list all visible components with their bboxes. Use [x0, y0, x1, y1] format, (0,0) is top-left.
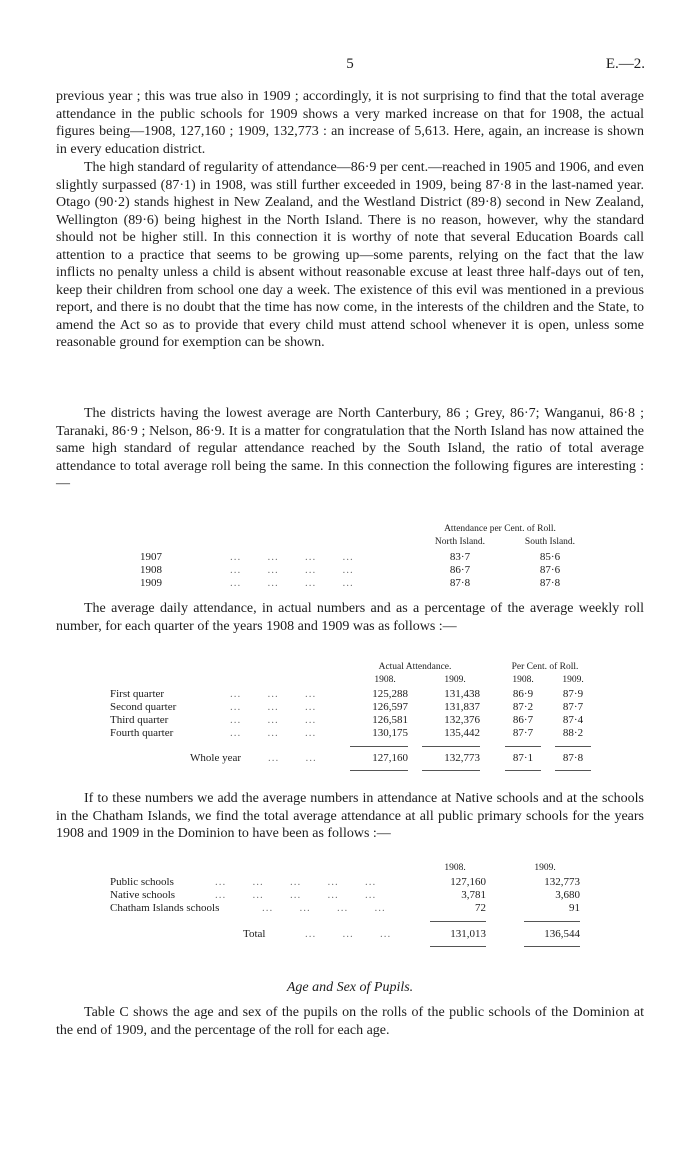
closing-rule [430, 946, 486, 947]
total-percent-1909: 87·8 [562, 752, 584, 764]
cell-1909: 91 [569, 902, 580, 914]
cell-actual-1909: 132,376 [444, 714, 480, 726]
sum-rule [350, 746, 408, 747]
column-header-year: 1908. [374, 675, 396, 685]
paragraph-text: Table C shows the age and sex of the pupils on the rolls of the public schools of the Dominion at the end of 1909, and the percentage of the roll for each age. [56, 1005, 644, 1038]
row-year: 1907 [140, 551, 162, 563]
cell-1908: 127,160 [450, 876, 486, 888]
section-heading: Age and Sex of Pupils. [286, 980, 414, 995]
total-actual-1908: 127,160 [372, 752, 408, 764]
cell-percent-1909: 88·2 [562, 727, 584, 739]
paragraph-text: The high standard of regularity of attendance—86·9 per cent.—reached in 1905 and 1906, and even slightly surpassed (87·1) in 1908, was still further exceeded in 1909, being 87·8 in the last-named year. Otago (90·2) stands highest in New Zealand, and the Westland District (89·8) second in New Zealand, Wellington (89·6) being highest in the North Island. There is no reason, however, why the standard should not be higher still. In this connection it is worthy of note that several Education Boards call attention to a practice that seems to be growing up—some parents, relying on the fact that the law inflicts no penalty unless a child is absent without reasonable excuse at least three half-days out of ten, keep their children from school one day a week. The existence of this evil was mentioned in a previous report, and there is no doubt that the time has now come, in the interests of the children and the State, to amend the Act so as to provide that every child must attend school whenever it is open, unless some reasonable ground for exemption can be shown. [56, 160, 644, 351]
row-label: Public schools [110, 876, 174, 888]
cell-1908: 3,781 [461, 889, 486, 901]
row-label: Second quarter [110, 701, 177, 713]
column-header-year: 1909. [534, 863, 556, 873]
table-group-header-percent: Per Cent. of Roll. [511, 662, 579, 672]
table-group-header: Attendance per Cent. of Roll. [444, 524, 556, 534]
column-header-north: North Island. [434, 537, 486, 547]
cell-percent-1908: 86·9 [512, 688, 534, 700]
closing-rule [555, 770, 591, 771]
cell-actual-1908: 126,597 [372, 701, 408, 713]
closing-rule [422, 770, 480, 771]
closing-rule [524, 946, 580, 947]
cell-south: 87·6 [539, 564, 561, 576]
closing-rule [350, 770, 408, 771]
paragraph-text: The average daily attendance, in actual numbers and as a percentage of the average weekly roll number, for each quarter of the years 1908 and 1909 was as follows :— [56, 601, 644, 634]
row-label: First quarter [110, 688, 165, 700]
cell-actual-1908: 130,175 [372, 727, 408, 739]
total-row-label: Whole year [190, 752, 241, 764]
column-header-south: South Island. [524, 537, 576, 547]
cell-percent-1909: 87·7 [562, 701, 584, 713]
paragraph-regularity [56, 159, 644, 352]
paragraph-text: previous year ; this was true also in 1909 ; accordingly, it is not surprising to find that the total average attendance in the public schools for 1909 shows a very marked increase on that for 1908, the actual figures being—1908, 127,160 ; 1909, 132,773 : an increase of 5,613. Here, again, an increase is shown in every education district. [56, 89, 644, 157]
cell-1908: 72 [475, 902, 486, 914]
table-group-header-actual: Actual Attendance. [378, 662, 452, 672]
sum-rule [555, 746, 591, 747]
cell-actual-1909: 131,438 [444, 688, 480, 700]
row-label: Third quarter [110, 714, 169, 726]
cell-south: 87·8 [539, 577, 561, 589]
paragraph-quarterly [56, 600, 644, 635]
cell-percent-1908: 87·2 [512, 701, 534, 713]
paragraph-continuation [56, 88, 644, 158]
paragraph-table-c [56, 1004, 644, 1039]
sum-rule [430, 921, 486, 922]
total-1908: 131,013 [450, 928, 486, 940]
row-label: Fourth quarter [110, 727, 174, 739]
cell-1909: 132,773 [544, 876, 580, 888]
total-row-label: Total [243, 928, 266, 940]
cell-actual-1909: 131,837 [444, 701, 480, 713]
document-page: 5 E.—2. previous year ; this was true also in 1909 ; accordingly, it is not surprising to find that the total average attendance in the public schools for 1909 shows a very marked increase on that for 1908, the actual figures being—1908, 127,160 ; 1909, 132,773 : an increase of 5,613. Here, again, an increase is shown in every education district. The high standard of regularity of attendance—86·9 per cent.—reached in 1905 and 1906, and even slightly surpassed (87·1) in 1908, was still further exceeded in 1909, being 87·8 in the last-named year. Otago (90·2) stands highest in New Zealand, and the Westland District (89·8) second in New Zealand, Wellington (89·6) being highest in the North Island. There is no reason, however, why the standard should not be higher still. In this connection it is worthy of note that several Education Boards call attention to a practice that seems to be growing up—some parents, relying on the fact that the law inflicts no penalty unless a child is absent without reasonable excuse at least three half-days out of ten, keep their children from school one day a week. The existence of this evil was mentioned in a previous report, and there is no doubt that the time has now come, in the interests of the children and the State, to amend the Act so as to provide that every child must attend school whenever it is open, unless some reasonable ground for exemption can be shown. The districts having the lowest average are North Canterbury, 86 ; Grey, 86·7; Wanganui, 86·8 ; Taranaki, 86·9 ; Nelson, 86·9. It is a matter for congratulation that the North Island has now attained the same high standard of regular attendance reached by the South Island, the ratio of total average attendance to total average roll being the same. In this connection the following figures are interesting :— Attendance per Cent. of Roll. North Island. South Island. 1907 ... ... ... ... 83·7 85·6 1908 ... ... ... ... 86·7 87·6 1909 ... ... ... ... 87·8 87·8 The average daily attendance, in actual numbers and as a percentage of the average weekly roll number, for each quarter of the years 1908 and 1909 was as follows :— Actual Attendance. Per Cent. of Roll. 1908. 1909. 1908. 1909. First quarter ... ... ... 125,288 131,438 86·9 87·9 Second quarter ... ... ... 126,597 131,837 87·2 87·7 Third quarter ... ... ... 126,581 132,376 86·7 87·4 Fourth quarter ... ... ... 130,175 135,442 87·7 88·2 Whole year ... ... 127,160 132,773 87·1 87·8 If to these numbers we add the average numbers in attendance at Native schools and at the schools in the Chatham Islands, we find the total average attendance at all public primary schools for the years 1908 and 1909 in the Dominion to have been as follows :— 1908. 1909. Public schools ... ... ... ... ... 127,160 132,773 Native schools ... ... ... ... ... 3,781 3,680 Chatham Islands schools ... ... ... ... 72 91 Total ... ... ... 131,013 136,544 Age and Sex of Pupils. Table C shows the age and sex of the pupils on the rolls of the public schools of the Dominion at the end of 1909, and the percentage of the roll for each age. [0, 0, 700, 1157]
cell-percent-1909: 87·4 [562, 714, 584, 726]
paragraph-lowest-average [56, 405, 644, 493]
paragraph-text: The districts having the lowest average are North Canterbury, 86 ; Grey, 86·7; Wanganui, 86·8 ; Taranaki, 86·9 ; Nelson, 86·9. It is a matter for congratulation that the North Island has now attained the same high standard of regular attendance reached by the South Island, the ratio of total average attendance to total average roll being the same. In this connection the following figures are interesting :— [56, 406, 644, 492]
cell-north: 87·8 [449, 577, 471, 589]
column-header-year: 1909. [444, 675, 466, 685]
sum-rule [422, 746, 480, 747]
paragraph-text: If to these numbers we add the average numbers in attendance at Native schools and at the schools in the Chatham Islands, we find the total average attendance at all public primary schools for the years 1908 and 1909 in the Dominion to have been as follows :— [56, 791, 644, 842]
column-header-year: 1908. [512, 675, 534, 685]
document-reference: E.—2. [605, 56, 645, 72]
cell-south: 85·6 [539, 551, 561, 563]
row-year: 1908 [140, 564, 162, 576]
row-label: Chatham Islands schools [110, 902, 220, 914]
column-header-year: 1908. [444, 863, 466, 873]
cell-1909: 3,680 [555, 889, 580, 901]
row-label: Native schools [110, 889, 176, 901]
row-year: 1909 [140, 577, 162, 589]
cell-percent-1909: 87·9 [562, 688, 584, 700]
total-1909: 136,544 [544, 928, 580, 940]
total-actual-1909: 132,773 [444, 752, 480, 764]
cell-north: 86·7 [449, 564, 471, 576]
cell-north: 83·7 [449, 551, 471, 563]
cell-actual-1909: 135,442 [444, 727, 480, 739]
closing-rule [505, 770, 541, 771]
cell-actual-1908: 126,581 [372, 714, 408, 726]
cell-actual-1908: 125,288 [372, 688, 408, 700]
column-header-year: 1909. [562, 675, 584, 685]
page-number: 5 [346, 56, 354, 72]
cell-percent-1908: 87·7 [512, 727, 534, 739]
total-percent-1908: 87·1 [512, 752, 534, 764]
sum-rule [524, 921, 580, 922]
cell-percent-1908: 86·7 [512, 714, 534, 726]
paragraph-total-attendance [56, 790, 644, 843]
sum-rule [505, 746, 541, 747]
